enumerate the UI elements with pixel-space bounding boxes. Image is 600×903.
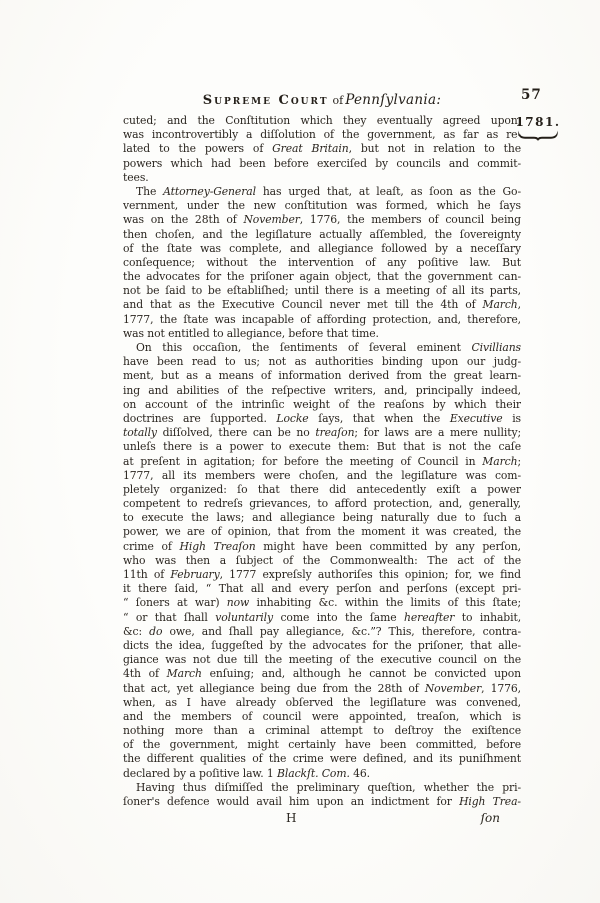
text-line: crime of High Treaſon might have been committed by any perſon, [123, 539, 521, 553]
text-line: not be ſaid to be eſtabliſhed; until there is a meeting of all its parts, [123, 284, 521, 298]
text-line: have been read to us; not as authorities binding upon our judg- [123, 355, 521, 369]
text-line: cuted; and the Conſtitution which they eventually agreed upon, [123, 114, 521, 127]
running-header [123, 89, 521, 108]
text-line: was incontrovertibly a diſſolution of the government, as far as re- [123, 128, 521, 142]
margin-year: 1781. [515, 115, 561, 129]
text-line: “ or that ſhall voluntarily come into the ſame hereafter to inhabit, [123, 610, 521, 624]
catchword: ſon [480, 811, 500, 825]
text-line: then choſen, and the legiſlature actually aſſembled, the ſovereignty [123, 227, 521, 241]
header-title-place: Pennſylvania: [345, 92, 442, 108]
text-line: On this occaſion, the ſentiments of ſeveral eminent Civillians [136, 341, 521, 354]
text-line: powers which had been before exerciſed by councils and commit- [123, 156, 521, 170]
text-line: ment, but as a means of information derived from the great learn- [123, 369, 521, 383]
text-line: dicts the idea, ſuggeſted by the advocates for the priſoner, that alle- [123, 638, 521, 652]
text-line: totally diſſolved, there can be no treaſon; for laws are a mere nullity; [123, 426, 521, 440]
page-number: 57 [521, 87, 542, 103]
text-line: Having thus diſmiſſed the preliminary queſtion, whether the pri- [136, 780, 521, 794]
header-title-court: Supreme Court [202, 93, 329, 108]
text-line: conſequence; without the intervention of any poſitive law. But [123, 255, 521, 269]
text-line: on account of the intrinſic weight of the reaſons by which their [123, 397, 521, 411]
text-line: of the government, might certainly have been committed, before [123, 738, 521, 752]
text-line: and the members of council were appointed, treaſon, which is [123, 709, 521, 723]
text-line: when, as I have already obſerved the legiſlature was convened, [123, 695, 521, 709]
text-line: 4th of March enſuing; and, although he cannot be convicted upon [123, 667, 521, 681]
text-line: the advocates for the priſoner again object, that the government can- [123, 270, 521, 284]
text-line: nothing more than a criminal attempt to deſtroy the exiſtence [123, 724, 521, 738]
text-line: who was then a ſubject of the Commonwealth: The act of the [123, 553, 521, 567]
text-line: of the ſtate was complete, and allegiance followed by a neceſſary [123, 241, 521, 255]
text-line: was not entitled to allegiance, before that time. [123, 326, 379, 340]
text-line: declared by a poſitive law. 1 Blackſt. Com. 46. [123, 766, 370, 780]
text-line: ing and abilities of the reſpective writers, and, principally indeed, [123, 383, 521, 397]
text-line: 1777, all its members were choſen, and the legiſlature was com- [123, 468, 521, 482]
text-line: The Attorney-General has urged that, at leaſt, as ſoon as the Go- [136, 184, 521, 198]
text-line: giance was not due till the meeting of the executive council on the [123, 653, 521, 667]
text-line: vernment, under the new conſtitution was formed, which he ſays [123, 199, 521, 213]
signature-mark: H [286, 811, 297, 825]
underbrace-flourish-icon [516, 129, 560, 142]
text-line: lated to the powers of Great Britain, but not in relation to the [123, 142, 521, 156]
text-line: tees. [123, 170, 149, 184]
header-title-of: of [332, 94, 344, 107]
text-line: power, we are of opinion, that from the moment it was created, the [123, 525, 521, 539]
text-line: and that as the Executive Council never met till the 4th of March, [123, 298, 521, 312]
text-line: the different qualities of the crime were defined, and its puniſhment [123, 752, 521, 766]
text-line: doctrines are ſupported. Locke ſays, that when the Executive is [123, 411, 521, 425]
text-line: it there ſaid, “ That all and every perſon and perſons (except pri- [123, 582, 521, 596]
text-line: 1777, the ſtate was incapable of affording protection, and, therefore, [123, 312, 521, 326]
text-line: to execute the laws; and allegiance being naturally due to ſuch a [123, 511, 521, 525]
text-line: &c: do owe, and ſhall pay allegiance, &c.”? This, therefore, contra- [123, 624, 521, 638]
page-footer [123, 811, 521, 827]
text-line: “ ſoners at war) now inhabiting &c. within the limits of this ſtate; [123, 596, 521, 610]
page-text [123, 114, 521, 809]
text-line: at preſent in agitation; for before the meeting of Council in March; [123, 454, 521, 468]
text-line: unleſs there is a power to execute them: But that is not the caſe [123, 440, 521, 454]
text-line: 11th of February, 1777 expreſsly authoriſes this opinion; for, we find [123, 568, 521, 581]
text-line: was on the 28th of November, 1776, the members of council being [123, 213, 521, 227]
text-line: competent to redreſs grievances, to afford protection, and, generally, [123, 497, 521, 511]
text-line: that act, yet allegiance being due from the 28th of November, 1776, [123, 681, 521, 695]
text-line: pletely organized: ſo that there did antecedently exiſt a power [123, 482, 521, 496]
text-line: ſoner's defence would avail him upon an indictment for High Trea- [123, 795, 521, 808]
